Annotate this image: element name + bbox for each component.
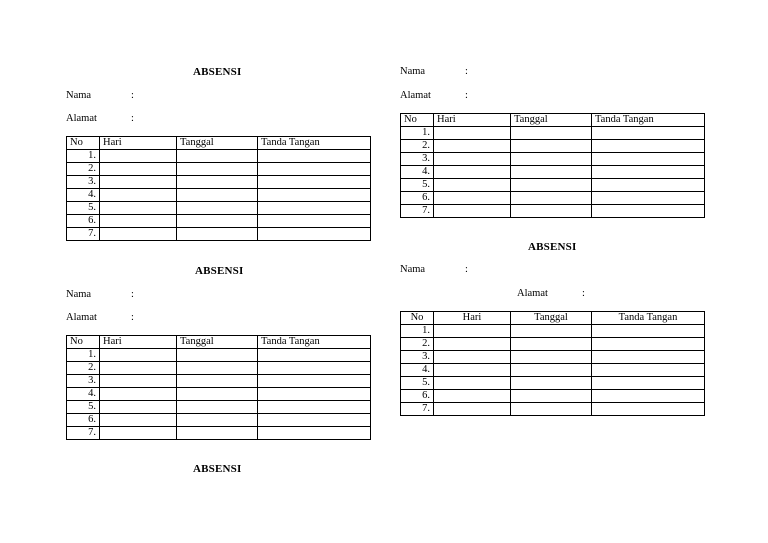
col-header-tanggal: Tanggal bbox=[177, 336, 258, 349]
alamat-colon: : bbox=[131, 312, 134, 323]
tanda-tangan-cell bbox=[258, 163, 371, 176]
hari-cell bbox=[100, 189, 177, 202]
form-title: ABSENSI bbox=[528, 241, 577, 253]
tanggal-cell bbox=[511, 127, 592, 140]
hari-cell bbox=[434, 127, 511, 140]
hari-cell bbox=[434, 192, 511, 205]
table-row bbox=[401, 153, 705, 166]
row-number: 5. bbox=[67, 401, 100, 414]
row-number: 1. bbox=[67, 150, 100, 163]
tanda-tangan-cell bbox=[592, 338, 705, 351]
tanggal-cell bbox=[177, 215, 258, 228]
col-header-hari: Hari bbox=[434, 312, 511, 325]
col-header-hari: Hari bbox=[434, 114, 511, 127]
table-row bbox=[401, 205, 705, 218]
tanggal-cell bbox=[177, 163, 258, 176]
alamat-label: Alamat bbox=[517, 288, 548, 299]
row-number: 2. bbox=[67, 362, 100, 375]
table-row bbox=[67, 215, 371, 228]
tanggal-cell bbox=[177, 427, 258, 440]
table-header bbox=[67, 137, 371, 150]
tanggal-cell bbox=[511, 192, 592, 205]
tanda-tangan-cell bbox=[592, 140, 705, 153]
tanda-tangan-cell bbox=[592, 192, 705, 205]
tanggal-cell bbox=[511, 153, 592, 166]
tanggal-cell bbox=[511, 377, 592, 390]
col-header-tanda-tangan: Tanda Tangan bbox=[592, 312, 705, 325]
hari-cell bbox=[434, 377, 511, 390]
nama-colon: : bbox=[131, 289, 134, 300]
hari-cell bbox=[434, 205, 511, 218]
hari-cell bbox=[100, 349, 177, 362]
row-number: 3. bbox=[67, 375, 100, 388]
tanda-tangan-cell bbox=[258, 150, 371, 163]
row-number: 3. bbox=[401, 351, 434, 364]
table-row bbox=[67, 414, 371, 427]
header-row bbox=[401, 312, 705, 325]
nama-colon: : bbox=[465, 66, 468, 77]
tanda-tangan-cell bbox=[592, 127, 705, 140]
col-header-hari: Hari bbox=[100, 336, 177, 349]
col-header-tanggal: Tanggal bbox=[177, 137, 258, 150]
tanggal-cell bbox=[177, 388, 258, 401]
row-number: 7. bbox=[401, 205, 434, 218]
attendance-table bbox=[400, 113, 705, 218]
table-body bbox=[401, 127, 705, 218]
col-header-tanda-tangan: Tanda Tangan bbox=[592, 114, 705, 127]
table-row bbox=[67, 176, 371, 189]
col-header-tanggal: Tanggal bbox=[511, 114, 592, 127]
nama-colon: : bbox=[465, 264, 468, 275]
table-row bbox=[67, 202, 371, 215]
table-row bbox=[401, 364, 705, 377]
hari-cell bbox=[434, 338, 511, 351]
hari-cell bbox=[100, 150, 177, 163]
hari-cell bbox=[434, 325, 511, 338]
row-number: 7. bbox=[67, 427, 100, 440]
table-body bbox=[401, 325, 705, 416]
tanggal-cell bbox=[177, 202, 258, 215]
col-header-no: No bbox=[67, 137, 100, 150]
tanggal-cell bbox=[511, 338, 592, 351]
tanggal-cell bbox=[177, 362, 258, 375]
form-title: ABSENSI bbox=[195, 265, 244, 277]
col-header-no: No bbox=[401, 312, 434, 325]
row-number: 4. bbox=[67, 388, 100, 401]
tanda-tangan-cell bbox=[592, 153, 705, 166]
tanda-tangan-cell bbox=[258, 375, 371, 388]
attendance-table bbox=[66, 136, 371, 241]
tanggal-cell bbox=[177, 414, 258, 427]
table-row bbox=[401, 192, 705, 205]
row-number: 1. bbox=[401, 325, 434, 338]
table-row bbox=[401, 325, 705, 338]
col-header-hari: Hari bbox=[100, 137, 177, 150]
table-row bbox=[67, 228, 371, 241]
attendance-table bbox=[66, 335, 371, 440]
row-number: 6. bbox=[401, 390, 434, 403]
table-row bbox=[401, 351, 705, 364]
row-number: 4. bbox=[401, 364, 434, 377]
table-row bbox=[401, 338, 705, 351]
attendance-table bbox=[400, 311, 705, 416]
form-title: ABSENSI bbox=[193, 463, 242, 475]
hari-cell bbox=[434, 179, 511, 192]
tanggal-cell bbox=[511, 179, 592, 192]
table-row bbox=[401, 403, 705, 416]
tanda-tangan-cell bbox=[592, 205, 705, 218]
row-number: 6. bbox=[67, 414, 100, 427]
header-row bbox=[401, 114, 705, 127]
row-number: 4. bbox=[401, 166, 434, 179]
hari-cell bbox=[100, 176, 177, 189]
tanggal-cell bbox=[177, 176, 258, 189]
table-row bbox=[401, 390, 705, 403]
tanggal-cell bbox=[177, 228, 258, 241]
table-row bbox=[67, 362, 371, 375]
tanda-tangan-cell bbox=[258, 414, 371, 427]
tanda-tangan-cell bbox=[258, 228, 371, 241]
tanggal-cell bbox=[511, 140, 592, 153]
tanda-tangan-cell bbox=[258, 189, 371, 202]
row-number: 4. bbox=[67, 189, 100, 202]
row-number: 7. bbox=[401, 403, 434, 416]
hari-cell bbox=[100, 362, 177, 375]
tanggal-cell bbox=[177, 375, 258, 388]
hari-cell bbox=[100, 388, 177, 401]
table-row bbox=[401, 377, 705, 390]
tanda-tangan-cell bbox=[592, 403, 705, 416]
nama-colon: : bbox=[131, 90, 134, 101]
tanda-tangan-cell bbox=[592, 325, 705, 338]
hari-cell bbox=[100, 414, 177, 427]
table-row bbox=[401, 166, 705, 179]
hari-cell bbox=[434, 403, 511, 416]
tanggal-cell bbox=[177, 349, 258, 362]
tanda-tangan-cell bbox=[258, 176, 371, 189]
row-number: 5. bbox=[401, 179, 434, 192]
row-number: 1. bbox=[67, 349, 100, 362]
row-number: 5. bbox=[67, 202, 100, 215]
row-number: 3. bbox=[401, 153, 434, 166]
col-header-tanda-tangan: Tanda Tangan bbox=[258, 336, 371, 349]
tanda-tangan-cell bbox=[258, 202, 371, 215]
tanda-tangan-cell bbox=[592, 166, 705, 179]
table-header bbox=[401, 312, 705, 325]
table-row bbox=[67, 401, 371, 414]
hari-cell bbox=[434, 364, 511, 377]
hari-cell bbox=[100, 427, 177, 440]
row-number: 6. bbox=[401, 192, 434, 205]
tanda-tangan-cell bbox=[592, 390, 705, 403]
table-row bbox=[67, 150, 371, 163]
row-number: 7. bbox=[67, 228, 100, 241]
table-header bbox=[401, 114, 705, 127]
table-body bbox=[67, 150, 371, 241]
tanggal-cell bbox=[177, 150, 258, 163]
hari-cell bbox=[100, 202, 177, 215]
tanda-tangan-cell bbox=[258, 427, 371, 440]
tanda-tangan-cell bbox=[592, 351, 705, 364]
alamat-label: Alamat bbox=[66, 113, 97, 124]
alamat-label: Alamat bbox=[66, 312, 97, 323]
tanda-tangan-cell bbox=[592, 364, 705, 377]
hari-cell bbox=[100, 228, 177, 241]
table-row bbox=[67, 189, 371, 202]
row-number: 5. bbox=[401, 377, 434, 390]
hari-cell bbox=[434, 351, 511, 364]
alamat-colon: : bbox=[131, 113, 134, 124]
table-header bbox=[67, 336, 371, 349]
tanda-tangan-cell bbox=[258, 388, 371, 401]
table-row bbox=[401, 179, 705, 192]
alamat-colon: : bbox=[465, 90, 468, 101]
tanggal-cell bbox=[511, 364, 592, 377]
tanda-tangan-cell bbox=[592, 179, 705, 192]
table-row bbox=[401, 127, 705, 140]
tanggal-cell bbox=[511, 166, 592, 179]
tanggal-cell bbox=[511, 403, 592, 416]
header-row bbox=[67, 336, 371, 349]
tanda-tangan-cell bbox=[258, 362, 371, 375]
nama-label: Nama bbox=[400, 66, 426, 77]
col-header-no: No bbox=[401, 114, 434, 127]
row-number: 2. bbox=[401, 140, 434, 153]
table-row bbox=[67, 388, 371, 401]
tanda-tangan-cell bbox=[258, 401, 371, 414]
table-row bbox=[67, 349, 371, 362]
row-number: 6. bbox=[67, 215, 100, 228]
header-row bbox=[67, 137, 371, 150]
tanda-tangan-cell bbox=[592, 377, 705, 390]
tanggal-cell bbox=[511, 390, 592, 403]
hari-cell bbox=[100, 215, 177, 228]
tanggal-cell bbox=[177, 189, 258, 202]
alamat-label: Alamat bbox=[400, 90, 431, 101]
tanggal-cell bbox=[177, 401, 258, 414]
hari-cell bbox=[434, 390, 511, 403]
table-row bbox=[67, 163, 371, 176]
table-body bbox=[67, 349, 371, 440]
col-header-no: No bbox=[67, 336, 100, 349]
tanggal-cell bbox=[511, 325, 592, 338]
hari-cell bbox=[100, 401, 177, 414]
row-number: 2. bbox=[401, 338, 434, 351]
nama-label: Nama bbox=[66, 90, 92, 101]
hari-cell bbox=[434, 166, 511, 179]
hari-cell bbox=[434, 140, 511, 153]
table-row bbox=[401, 140, 705, 153]
row-number: 3. bbox=[67, 176, 100, 189]
tanda-tangan-cell bbox=[258, 215, 371, 228]
nama-label: Nama bbox=[66, 289, 92, 300]
tanggal-cell bbox=[511, 205, 592, 218]
hari-cell bbox=[100, 375, 177, 388]
row-number: 2. bbox=[67, 163, 100, 176]
tanggal-cell bbox=[511, 351, 592, 364]
form-title: ABSENSI bbox=[193, 66, 242, 78]
nama-label: Nama bbox=[400, 264, 426, 275]
alamat-colon: : bbox=[582, 288, 585, 299]
hari-cell bbox=[100, 163, 177, 176]
col-header-tanda-tangan: Tanda Tangan bbox=[258, 137, 371, 150]
table-row bbox=[67, 427, 371, 440]
row-number: 1. bbox=[401, 127, 434, 140]
table-row bbox=[67, 375, 371, 388]
hari-cell bbox=[434, 153, 511, 166]
tanda-tangan-cell bbox=[258, 349, 371, 362]
col-header-tanggal: Tanggal bbox=[511, 312, 592, 325]
